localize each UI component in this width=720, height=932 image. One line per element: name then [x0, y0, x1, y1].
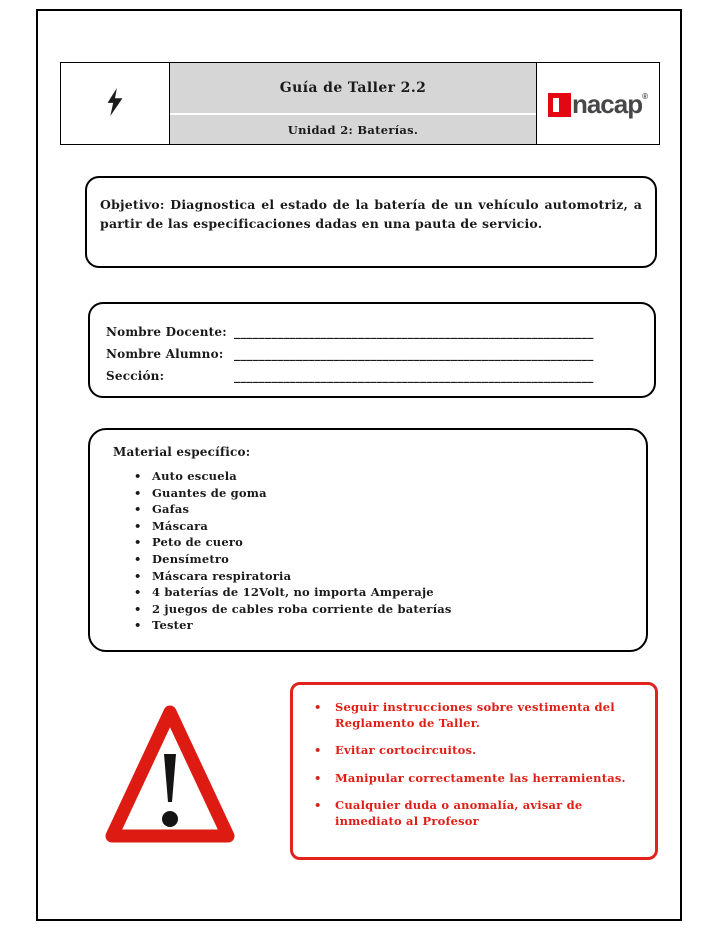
- material-item-text: Tester: [152, 618, 193, 633]
- material-item-text: Máscara: [152, 518, 209, 533]
- form-label: Sección:: [106, 369, 165, 383]
- material-item: [134, 617, 626, 634]
- safety-item: [309, 771, 641, 787]
- material-item: [134, 518, 626, 535]
- safety-item: [309, 743, 641, 759]
- form-blank-line: __________________________________________________________: [234, 325, 594, 339]
- inacap-logo-square-icon: [548, 93, 571, 117]
- safety-list: [309, 700, 641, 829]
- material-item: [134, 485, 626, 502]
- form-label: Nombre Alumno:: [106, 347, 224, 361]
- names-box: [88, 302, 656, 398]
- doc-title: Guía de Taller 2.2: [170, 63, 536, 115]
- inacap-logo-text: nacap: [571, 88, 643, 119]
- form-blank-line: __________________________________________________________: [234, 347, 594, 361]
- material-item-text: Densímetro: [152, 551, 230, 566]
- lightning-bolt-icon: [105, 88, 125, 120]
- safety-item-text: Manipular correctamente las herramientas.: [335, 770, 626, 785]
- safety-item: [309, 798, 641, 829]
- doc-subtitle: Unidad 2: Baterías.: [170, 115, 536, 144]
- material-item: [134, 534, 626, 551]
- form-row: [106, 365, 638, 387]
- material-item-text: 4 baterías de 12Volt, no importa Amperaje: [152, 585, 434, 600]
- header-title-column: [170, 63, 536, 144]
- header-table: [60, 62, 660, 145]
- safety-item-text: Cualquier duda o anomalía, avisar de inmediato al Profesor: [335, 798, 583, 828]
- header-logo-cell: [536, 63, 659, 144]
- materials-list: [134, 468, 626, 634]
- safety-box: [290, 682, 658, 860]
- material-item-text: Máscara respiratoria: [152, 568, 292, 583]
- form-fields: [106, 321, 638, 387]
- objective-text: Objetivo: Diagnostica el estado de la batería de un vehículo automotriz, a partir de las especificaciones dadas en una pauta de servicio.: [100, 197, 642, 232]
- material-item: [134, 601, 626, 618]
- material-item-text: 2 juegos de cables roba corriente de baterías: [152, 601, 452, 616]
- materials-box: [88, 428, 648, 652]
- form-row: [106, 321, 638, 343]
- safety-item: [309, 700, 641, 731]
- material-item: [134, 468, 626, 485]
- material-item: [134, 551, 626, 568]
- material-item-text: Gafas: [152, 502, 190, 517]
- inacap-logo: [548, 88, 649, 119]
- inacap-logo-mark-icon: [553, 98, 559, 112]
- safety-item-text: Evitar cortocircuitos.: [335, 743, 477, 757]
- material-item: [134, 568, 626, 585]
- material-item-text: Auto escuela: [152, 469, 237, 483]
- materials-title: Material específico:: [113, 445, 251, 459]
- form-label: Nombre Docente:: [106, 325, 227, 339]
- objective-box: [85, 176, 657, 268]
- material-item: [134, 584, 626, 601]
- warning-triangle-icon: [104, 700, 236, 854]
- safety-item-text: Seguir instrucciones sobre vestimenta del Reglamento de Taller.: [335, 700, 615, 730]
- header-icon-cell: [61, 63, 170, 144]
- form-row: [106, 343, 638, 365]
- material-item-text: Peto de cuero: [152, 535, 244, 550]
- form-blank-line: __________________________________________________________: [234, 369, 594, 383]
- material-item: [134, 501, 626, 518]
- material-item-text: Guantes de goma: [152, 485, 267, 500]
- registered-trademark-symbol: ®: [642, 91, 649, 101]
